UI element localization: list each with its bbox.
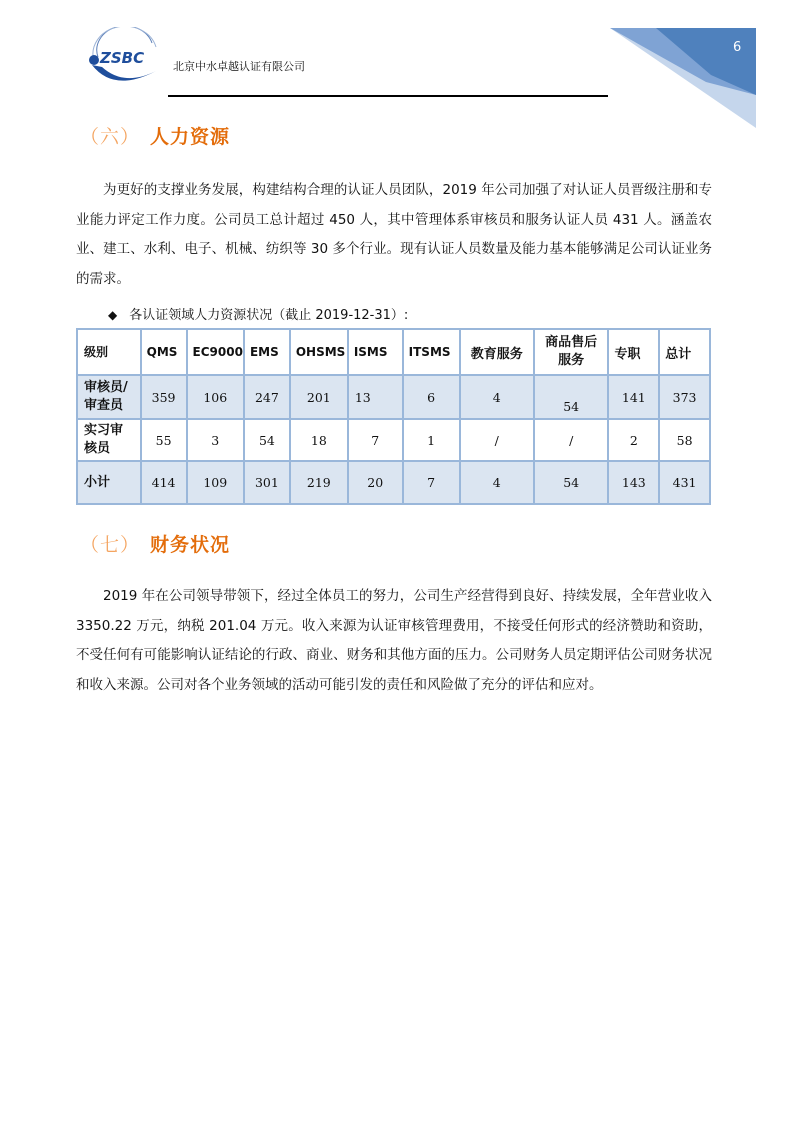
header-cell: 总计: [659, 329, 710, 375]
table-cell: 54: [534, 461, 609, 504]
table-cell: 54: [534, 375, 609, 419]
table-cell: 219: [290, 461, 348, 504]
table-cell: 18: [290, 419, 348, 461]
header-cell: 商品售后服务: [534, 329, 609, 375]
header-cell: EMS: [244, 329, 290, 375]
table-cell: 13: [348, 375, 403, 419]
table-cell: 201: [290, 375, 348, 419]
company-name: 北京中水卓越认证有限公司: [173, 60, 305, 73]
hr-status-table: [76, 328, 711, 505]
table-cell: 7: [403, 461, 460, 504]
section-number: （七）: [80, 534, 141, 556]
table-cell: 247: [244, 375, 290, 419]
table-cell: 3: [187, 419, 244, 461]
table-cell: 4: [460, 461, 534, 504]
header-cell: ITSMS: [403, 329, 460, 375]
svg-text:ZSBC: ZSBC: [100, 49, 145, 67]
table-cell: 414: [141, 461, 187, 504]
hr-paragraph-text: 为更好的支撑业务发展，构建结构合理的认证人员团队，2019 年公司加强了对认证人员晋级注册和专业能力评定工作力度。公司员工总计超过 450 人，其中管理体系审核员和服务认证人员 431 人。涵盖农业、建工、水利、电子、机械、纺织等 30 多个行业。现有认证人员数量及能力基本能够满足公司认证业务的需求。: [76, 182, 712, 287]
table-cell: 359: [141, 375, 187, 419]
table-cell: 54: [244, 419, 290, 461]
header-cell: EC9000: [187, 329, 244, 375]
diamond-bullet-icon: ◆: [108, 308, 118, 322]
page-number: 6: [733, 40, 742, 55]
section-number: （六）: [80, 126, 141, 148]
table-row: [77, 419, 710, 461]
table-cell: 2: [608, 419, 659, 461]
header-cell: QMS: [141, 329, 187, 375]
section-title: 财务状况: [150, 534, 231, 556]
table-cell: 141: [608, 375, 659, 419]
table-cell: 106: [187, 375, 244, 419]
table-cell: 301: [244, 461, 290, 504]
table-row-subtotal: [77, 461, 710, 504]
corner-decoration-icon: [596, 0, 786, 140]
header-divider: [168, 95, 608, 97]
table-caption-text: 各认证领域人力资源状况（截止 2019-12-31）:: [129, 308, 409, 323]
section-heading-finance: [80, 530, 230, 557]
section-heading-hr: [80, 122, 230, 149]
table-row: [77, 375, 710, 419]
finance-paragraph-text: 2019 年在公司领导带领下，经过全体员工的努力，公司生产经营得到良好、持续发展，全年营业收入 3350.22 万元，纳税 201.04 万元。收入来源为认证审核管理费用，不接受任何形式的经济赞助和资助，不受任何有可能影响认证结论的行政、商业、财务和其他方面的压力。公司财务人员定期评估公司财务状况和收入来源。公司对各个业务领域的活动可能引发的责任和风险做了充分的评估和应对。: [76, 588, 712, 693]
table-cell: 373: [659, 375, 710, 419]
table-cell: 431: [659, 461, 710, 504]
table-cell: /: [460, 419, 534, 461]
section-title: 人力资源: [150, 126, 231, 148]
table-cell: 143: [608, 461, 659, 504]
header-cell: OHSMS: [290, 329, 348, 375]
table-cell: 4: [460, 375, 534, 419]
row-label: 小计: [77, 461, 141, 504]
table-cell: 7: [348, 419, 403, 461]
table-cell: 6: [403, 375, 460, 419]
table-cell: 109: [187, 461, 244, 504]
header-cell: 专职: [608, 329, 659, 375]
table-caption: [108, 304, 408, 323]
finance-paragraph: [76, 582, 712, 700]
table-cell: 1: [403, 419, 460, 461]
company-logo: [84, 27, 164, 89]
header-cell: ISMS: [348, 329, 403, 375]
table-cell: 20: [348, 461, 403, 504]
row-label: 实习审核员: [77, 419, 141, 461]
table-cell: 58: [659, 419, 710, 461]
table-cell: /: [534, 419, 609, 461]
zsbc-logo-icon: [84, 27, 164, 89]
hr-paragraph: [76, 176, 712, 294]
header-cell: 教育服务: [460, 329, 534, 375]
table-header-row: [77, 329, 710, 375]
header-cell: 级别: [77, 329, 141, 375]
table-cell: 55: [141, 419, 187, 461]
row-label: 审核员/审查员: [77, 375, 141, 419]
